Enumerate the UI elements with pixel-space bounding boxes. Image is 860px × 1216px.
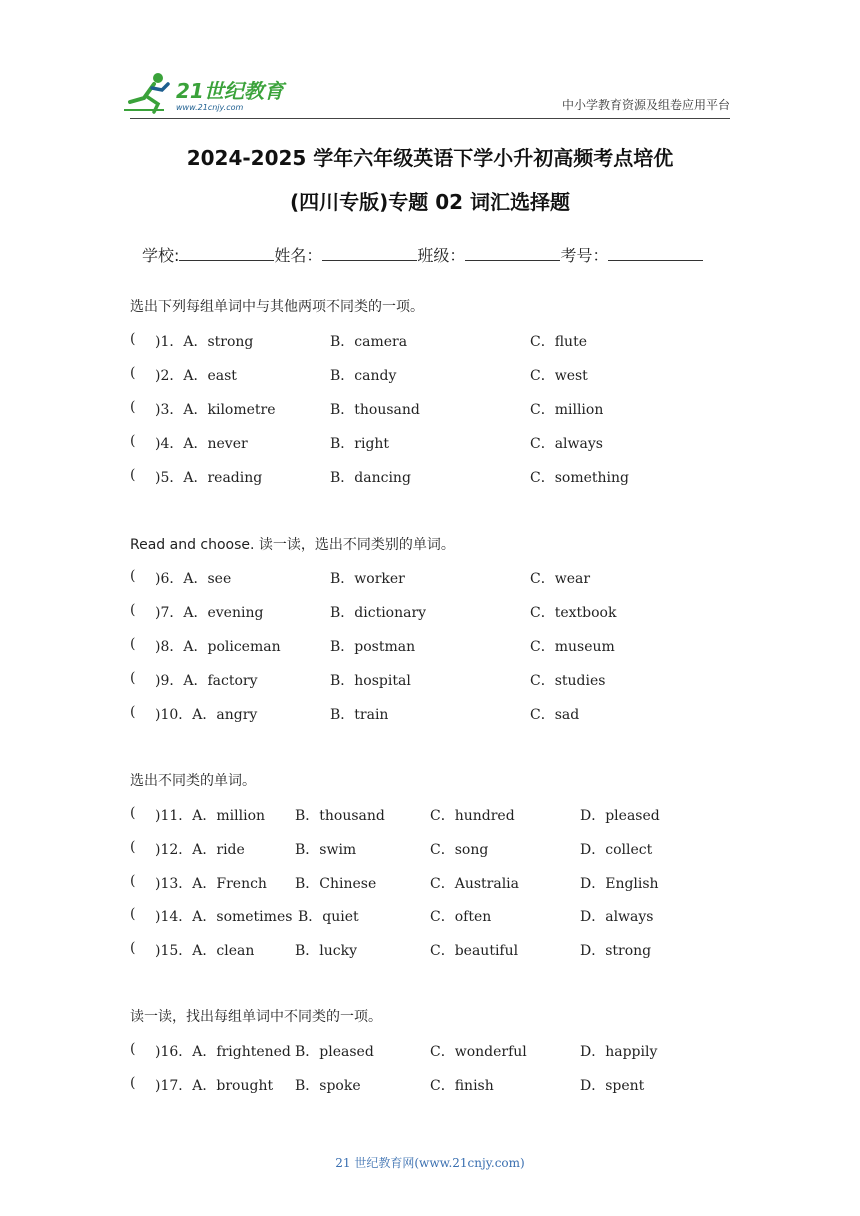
answer-paren[interactable]: (: [130, 399, 136, 415]
answer-paren[interactable]: (: [130, 636, 136, 652]
option-a: )15．A．clean: [155, 943, 255, 959]
site-logo: [124, 70, 294, 114]
option-c: C．wonderful: [430, 1044, 527, 1060]
option-d: D．English: [580, 876, 659, 892]
option-d: D．pleased: [580, 808, 660, 824]
section-heading: Read and choose. 读一读，选出不同类别的单词。: [130, 537, 455, 553]
option-c: C．song: [430, 842, 489, 858]
page-title-line1: 2024-2025 学年六年级英语下学小升初高频考点培优: [186, 146, 674, 170]
answer-paren[interactable]: (: [130, 331, 136, 347]
question-row: [130, 365, 730, 385]
option-a: )14．A．sometimes: [155, 909, 293, 925]
option-b: B．swim: [295, 842, 357, 858]
option-b: B．hospital: [330, 673, 411, 689]
question-row: [130, 704, 730, 724]
runner-icon: [124, 73, 168, 112]
option-d: D．strong: [580, 943, 652, 959]
option-a: )2．A．east: [155, 368, 237, 384]
school-label: 学校:: [142, 246, 180, 265]
option-c: C．sad: [530, 707, 580, 723]
section-heading: 读一读，找出每组单词中不同类的一项。: [130, 1009, 382, 1025]
option-a: )3．A．kilometre: [155, 402, 276, 418]
option-a: )13．A．French: [155, 876, 267, 892]
number-label: 考号：: [560, 246, 609, 265]
option-c: C．beautiful: [430, 943, 519, 959]
option-b: B．quiet: [298, 909, 359, 925]
option-a: )4．A．never: [155, 436, 248, 452]
option-d: D．always: [580, 909, 654, 925]
page-footer[interactable]: 21 世纪教育网(www.21cnjy.com): [335, 1156, 525, 1170]
section-heading: 选出下列每组单词中与其他两项不同类的一项。: [130, 299, 424, 315]
option-d: D．spent: [580, 1078, 645, 1094]
answer-paren[interactable]: (: [130, 568, 136, 584]
platform-label: 中小学教育资源及组卷应用平台: [561, 98, 730, 112]
class-label: 班级：: [417, 246, 466, 265]
section-heading: 选出不同类的单词。: [130, 773, 256, 789]
option-a: )9．A．factory: [155, 673, 258, 689]
answer-paren[interactable]: (: [130, 805, 136, 821]
number-field[interactable]: [608, 246, 703, 261]
question-row: [130, 805, 730, 825]
answer-paren[interactable]: (: [130, 365, 136, 381]
question-row: [130, 1041, 730, 1061]
question-row: [130, 670, 730, 690]
option-b: B．thousand: [295, 808, 385, 824]
question-row: [130, 906, 730, 926]
question-row: [130, 839, 730, 859]
option-c: C．wear: [530, 571, 591, 587]
question-row: [130, 568, 730, 588]
option-b: B．dancing: [330, 470, 411, 486]
option-b: B．camera: [330, 334, 408, 350]
option-a: )17．A．brought: [155, 1078, 274, 1094]
option-a: )10．A．angry: [155, 707, 258, 723]
answer-paren[interactable]: (: [130, 1041, 136, 1057]
option-a: )7．A．evening: [155, 605, 264, 621]
class-field[interactable]: [465, 246, 560, 261]
option-c: C．studies: [530, 673, 606, 689]
option-b: B．train: [330, 707, 389, 723]
option-c: C．finish: [430, 1078, 494, 1094]
question-row: [130, 636, 730, 656]
option-b: B．postman: [330, 639, 416, 655]
option-c: C．hundred: [430, 808, 515, 824]
option-b: B．thousand: [330, 402, 420, 418]
option-c: C．something: [530, 470, 629, 486]
option-a: )11．A．million: [155, 808, 266, 824]
question-row: [130, 399, 730, 419]
option-b: B．worker: [330, 571, 405, 587]
option-c: C．often: [430, 909, 492, 925]
option-a: )8．A．policeman: [155, 639, 281, 655]
option-d: D．happily: [580, 1044, 658, 1060]
option-c: C．always: [530, 436, 603, 452]
school-field[interactable]: [179, 246, 274, 261]
logo-text: 21世纪教育: [176, 79, 284, 103]
name-field[interactable]: [322, 246, 417, 261]
option-d: D．collect: [580, 842, 653, 858]
option-c: C．Australia: [430, 876, 519, 892]
option-b: B．pleased: [295, 1044, 374, 1060]
answer-paren[interactable]: (: [130, 467, 136, 483]
option-c: C．million: [530, 402, 604, 418]
question-row: [130, 433, 730, 453]
name-label: 姓名：: [274, 246, 323, 265]
question-row: [130, 940, 730, 960]
answer-paren[interactable]: (: [130, 433, 136, 449]
option-a: )12．A．ride: [155, 842, 245, 858]
option-a: )6．A．see: [155, 571, 232, 587]
header-divider: [130, 118, 730, 119]
question-row: [130, 873, 730, 893]
option-b: B．spoke: [295, 1078, 361, 1094]
answer-paren[interactable]: (: [130, 940, 136, 956]
option-a: )1．A．strong: [155, 334, 254, 350]
question-row: [130, 331, 730, 351]
logo-url: www.21cnjy.com: [176, 103, 244, 112]
answer-paren[interactable]: (: [130, 602, 136, 618]
option-b: B．lucky: [295, 943, 358, 959]
answer-paren[interactable]: (: [130, 906, 136, 922]
answer-paren[interactable]: (: [130, 704, 136, 720]
option-a: )5．A．reading: [155, 470, 263, 486]
option-c: C．flute: [530, 334, 587, 350]
student-info: [142, 243, 703, 266]
answer-paren[interactable]: (: [130, 670, 136, 686]
answer-paren[interactable]: (: [130, 1075, 136, 1091]
option-c: C．museum: [530, 639, 615, 655]
question-row: [130, 602, 730, 622]
question-row: [130, 1075, 730, 1095]
option-c: C．textbook: [530, 605, 617, 621]
answer-paren[interactable]: (: [130, 839, 136, 855]
option-a: )16．A．frightened: [155, 1044, 291, 1060]
answer-paren[interactable]: (: [130, 873, 136, 889]
option-b: B．candy: [330, 368, 397, 384]
option-b: B．right: [330, 436, 390, 452]
question-row: [130, 467, 730, 487]
option-b: B．dictionary: [330, 605, 427, 621]
page-title-line2: (四川专版)专题 02 词汇选择题: [289, 190, 571, 214]
option-b: B．Chinese: [295, 876, 377, 892]
option-c: C．west: [530, 368, 588, 384]
